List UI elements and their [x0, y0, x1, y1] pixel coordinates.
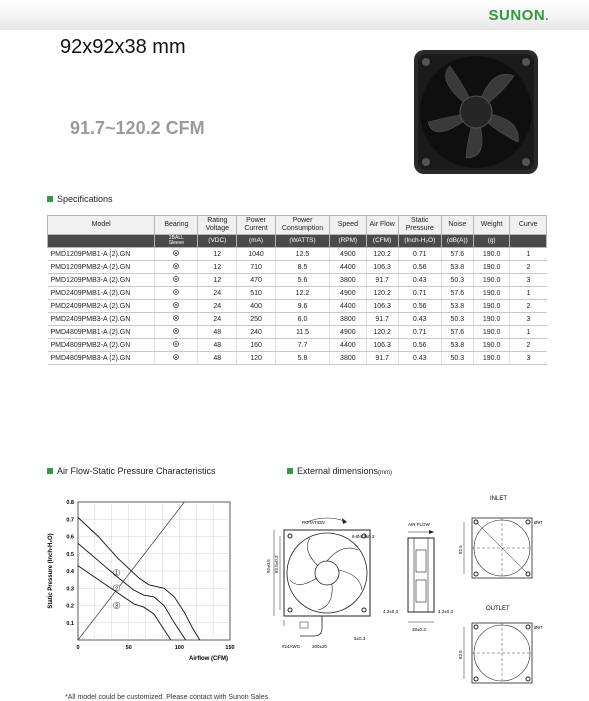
table-cell: 12 — [198, 274, 237, 287]
table-cell: 0.43 — [398, 313, 441, 326]
table-row — [48, 287, 547, 300]
depth-dim: 38±0.3 — [412, 627, 426, 632]
table-cell: 57.6 — [441, 326, 473, 339]
section-marker-icon — [47, 468, 53, 474]
table-cell: 48 — [198, 352, 237, 365]
table-cell: 0.56 — [398, 261, 441, 274]
table-cell: 106.3 — [366, 261, 398, 274]
table-row — [48, 313, 547, 326]
table-cell: 48 — [198, 326, 237, 339]
table-cell: 190.0 — [473, 313, 510, 326]
table-cell: 4900 — [330, 248, 367, 261]
table-row — [48, 339, 547, 352]
table-cell: 190.0 — [473, 339, 510, 352]
fan-photo — [410, 46, 542, 178]
col-header: Curve — [510, 216, 547, 235]
table-cell: 12.5 — [275, 248, 329, 261]
footnote: *All model could be customized. Please contact with Sunon Sales. — [65, 694, 271, 701]
table-cell: 106.3 — [366, 300, 398, 313]
table-cell: 2 — [510, 339, 547, 352]
outlet-diameter: Ø97 — [534, 625, 543, 630]
table-cell: 470 — [237, 274, 276, 287]
y-tick-label: 0.8 — [66, 500, 74, 506]
model-cell: PMD1209PMB3-A (2).GN — [48, 274, 155, 287]
table-cell: 190.0 — [473, 326, 510, 339]
table-cell: 0.71 — [398, 326, 441, 339]
table-cell: 50.3 — [441, 274, 473, 287]
x-tick-label: 0 — [76, 645, 80, 651]
table-cell: 400 — [237, 300, 276, 313]
unit-cell: (mA) — [237, 235, 276, 248]
ball-bearing-icon — [155, 248, 198, 261]
table-cell: 0.43 — [398, 274, 441, 287]
model-cell: PMD2409PMB2-A (2).GN — [48, 300, 155, 313]
table-cell: 160 — [237, 339, 276, 352]
inlet-label: INLET — [490, 496, 508, 502]
table-cell: 0.71 — [398, 287, 441, 300]
specifications-table-body — [48, 248, 547, 365]
table-cell: 250 — [237, 313, 276, 326]
col-header: Power Current — [237, 216, 276, 235]
table-cell: 240 — [237, 326, 276, 339]
table-cell: 57.6 — [441, 287, 473, 300]
model-cell: PMD1209PMB2-A (2).GN — [48, 261, 155, 274]
wire-gauge: #24AWG — [282, 644, 301, 649]
flange-dim-2: 4.2±0.3 — [438, 609, 453, 614]
unit-cell: (RPM) — [330, 235, 367, 248]
ball-bearing-icon — [155, 339, 198, 352]
table-cell: 91.7 — [366, 274, 398, 287]
table-cell: 120 — [237, 352, 276, 365]
table-cell: 190.0 — [473, 261, 510, 274]
x-tick-label: 150 — [225, 645, 235, 651]
table-cell: 12 — [198, 261, 237, 274]
table-cell: 4400 — [330, 300, 367, 313]
model-cell: PMD2409PMB3-A (2).GN — [48, 313, 155, 326]
y-tick-label: 0.2 — [66, 603, 74, 610]
table-cell: 3800 — [330, 352, 367, 365]
table-cell: 24 — [198, 300, 237, 313]
brand-logo: SUNON. — [488, 7, 549, 24]
unit-cell: (g) — [473, 235, 510, 248]
table-cell: 50.3 — [441, 352, 473, 365]
table-cell: 3 — [510, 313, 547, 326]
section-marker-icon — [47, 196, 53, 202]
table-cell: 7.7 — [275, 339, 329, 352]
table-cell: 120.2 — [366, 287, 398, 300]
table-cell: 0.56 — [398, 339, 441, 352]
table-row — [48, 261, 547, 274]
table-cell: 4400 — [330, 261, 367, 274]
table-cell: 5.6 — [275, 274, 329, 287]
y-tick-label: 0.4 — [66, 569, 74, 575]
ball-bearing-icon — [155, 287, 198, 300]
table-cell: 190.0 — [473, 287, 510, 300]
table-cell: 53.8 — [441, 300, 473, 313]
table-cell: 3800 — [330, 274, 367, 287]
series-3-label: 3 — [115, 603, 118, 610]
model-cell: PMD2409PMB1-A (2).GN — [48, 287, 155, 300]
ball-bearing-icon — [155, 352, 198, 365]
table-cell: 190.0 — [473, 274, 510, 287]
x-axis-label: Airflow (CFM) — [189, 656, 228, 662]
table-cell: 710 — [237, 261, 276, 274]
ball-bearing-icon — [155, 300, 198, 313]
col-header: Air Flow — [366, 216, 398, 235]
table-cell: 0.56 — [398, 300, 441, 313]
table-cell: 190.0 — [473, 352, 510, 365]
col-header: Weight — [473, 216, 510, 235]
x-tick-label: 50 — [125, 645, 132, 651]
model-cell: PMD4809PMB2-A (2).GN — [48, 339, 155, 352]
table-cell: 9.6 — [275, 300, 329, 313]
unit-cell — [48, 235, 155, 248]
table-cell: 120.2 — [366, 248, 398, 261]
unit-cell: (Inch-H₂O) — [398, 235, 441, 248]
model-cell: PMD4809PMB3-A (2).GN — [48, 352, 155, 365]
table-row — [48, 326, 547, 339]
col-header: Static Pressure — [398, 216, 441, 235]
flange-dim: 4.2±0.3 — [383, 609, 398, 614]
x-tick-label: 100 — [174, 645, 184, 651]
ball-bearing-icon — [155, 313, 198, 326]
series-1-label: 1 — [115, 570, 118, 577]
inlet-diameter: Ø97 — [534, 520, 543, 525]
unit-cell: (CFM) — [366, 235, 398, 248]
rotation-label: ROTATION — [302, 520, 325, 525]
model-cell: PMD1209PMB1-A (2).GN — [48, 248, 155, 261]
table-cell: 3 — [510, 274, 547, 287]
y-tick-label: 0.5 — [66, 551, 74, 558]
table-cell: 53.8 — [441, 339, 473, 352]
table-cell: 190.0 — [473, 300, 510, 313]
table-cell: 91.7 — [366, 313, 398, 326]
outlet-label: OUTLET — [486, 606, 510, 612]
table-cell: 11.5 — [275, 326, 329, 339]
inlet-view — [464, 518, 532, 578]
product-size-title: 92x92x38 mm — [60, 36, 186, 58]
outlet-hole-spacing: 82.5 — [458, 650, 463, 659]
connector-dim: 5±0.3 — [354, 636, 366, 641]
table-cell: 24 — [198, 287, 237, 300]
table-cell: 24 — [198, 313, 237, 326]
dimensions-heading: External dimensions(mm) — [287, 466, 392, 476]
table-cell: 510 — [237, 287, 276, 300]
table-cell: 0.71 — [398, 248, 441, 261]
col-header: Bearing — [155, 216, 198, 235]
table-cell: 1 — [510, 287, 547, 300]
table-cell: 1 — [510, 248, 547, 261]
table-cell: 4900 — [330, 326, 367, 339]
chart-heading: Air Flow-Static Pressure Characteristics — [47, 466, 216, 476]
dim-82-5: 82.5±0.3 — [274, 555, 279, 573]
col-header: Noise — [441, 216, 473, 235]
y-tick-label: 0.3 — [66, 586, 74, 593]
ball-bearing-icon — [155, 326, 198, 339]
side-view — [408, 530, 434, 622]
table-cell: 12.2 — [275, 287, 329, 300]
table-cell: 0.43 — [398, 352, 441, 365]
table-row — [48, 300, 547, 313]
table-cell: 3800 — [330, 313, 367, 326]
ball-bearing-icon — [155, 274, 198, 287]
external-dimensions-drawing — [262, 488, 562, 693]
table-cell: 120.2 — [366, 326, 398, 339]
table-cell: 5.8 — [275, 352, 329, 365]
specifications-table — [47, 215, 547, 365]
airflow-pressure-chart — [40, 488, 250, 668]
table-row — [48, 274, 547, 287]
table-cell: 53.8 — [441, 261, 473, 274]
top-banner — [0, 0, 589, 30]
unit-cell — [510, 235, 547, 248]
series-2-label: 2 — [115, 586, 118, 593]
unit-cell: (VDC) — [198, 235, 237, 248]
air-flow-label: AIR FLOW — [408, 522, 430, 527]
outlet-view — [464, 623, 532, 683]
table-cell: 4900 — [330, 287, 367, 300]
table-cell: 2 — [510, 300, 547, 313]
table-cell: 8.5 — [275, 261, 329, 274]
col-header: Model — [48, 216, 155, 235]
table-cell: 6.0 — [275, 313, 329, 326]
table-cell: 48 — [198, 339, 237, 352]
specifications-heading: Specifications — [47, 194, 113, 204]
unit-cell: (dB(A)) — [441, 235, 473, 248]
table-cell: 50.3 — [441, 313, 473, 326]
unit-cell: (WATTS) — [275, 235, 329, 248]
table-row — [48, 248, 547, 261]
bearing-legend: 2BALL Sleeve — [155, 235, 198, 248]
inlet-hole-spacing: 82.5 — [458, 545, 463, 554]
ball-bearing-icon — [155, 261, 198, 274]
table-cell: 106.3 — [366, 339, 398, 352]
col-header: Power Consumption — [275, 216, 329, 235]
wire-length: 300±20 — [312, 644, 327, 649]
section-marker-icon — [287, 468, 293, 474]
table-cell: 4400 — [330, 339, 367, 352]
table-cell: 91.7 — [366, 352, 398, 365]
table-cell: 2 — [510, 261, 547, 274]
cfm-range: 91.7~120.2 CFM — [70, 118, 205, 138]
col-header: Speed — [330, 216, 367, 235]
y-axis-label: Static Pressure (Inch-H₂O) — [48, 533, 54, 609]
table-cell: 12 — [198, 248, 237, 261]
y-tick-label: 0.6 — [66, 534, 74, 541]
table-cell: 57.6 — [441, 248, 473, 261]
table-cell: 3 — [510, 352, 547, 365]
col-header: Rating Voltage — [198, 216, 237, 235]
table-cell: 1 — [510, 326, 547, 339]
y-tick-label: 0.7 — [66, 517, 74, 524]
hole-label: 8-Ø4.3±0.3 — [352, 534, 375, 539]
table-cell: 1040 — [237, 248, 276, 261]
dim-92: 92±0.5 — [266, 559, 271, 573]
table-cell: 190.0 — [473, 248, 510, 261]
table-row — [48, 352, 547, 365]
y-tick-label: 0.1 — [66, 620, 74, 627]
model-cell: PMD4809PMB1-A (2).GN — [48, 326, 155, 339]
